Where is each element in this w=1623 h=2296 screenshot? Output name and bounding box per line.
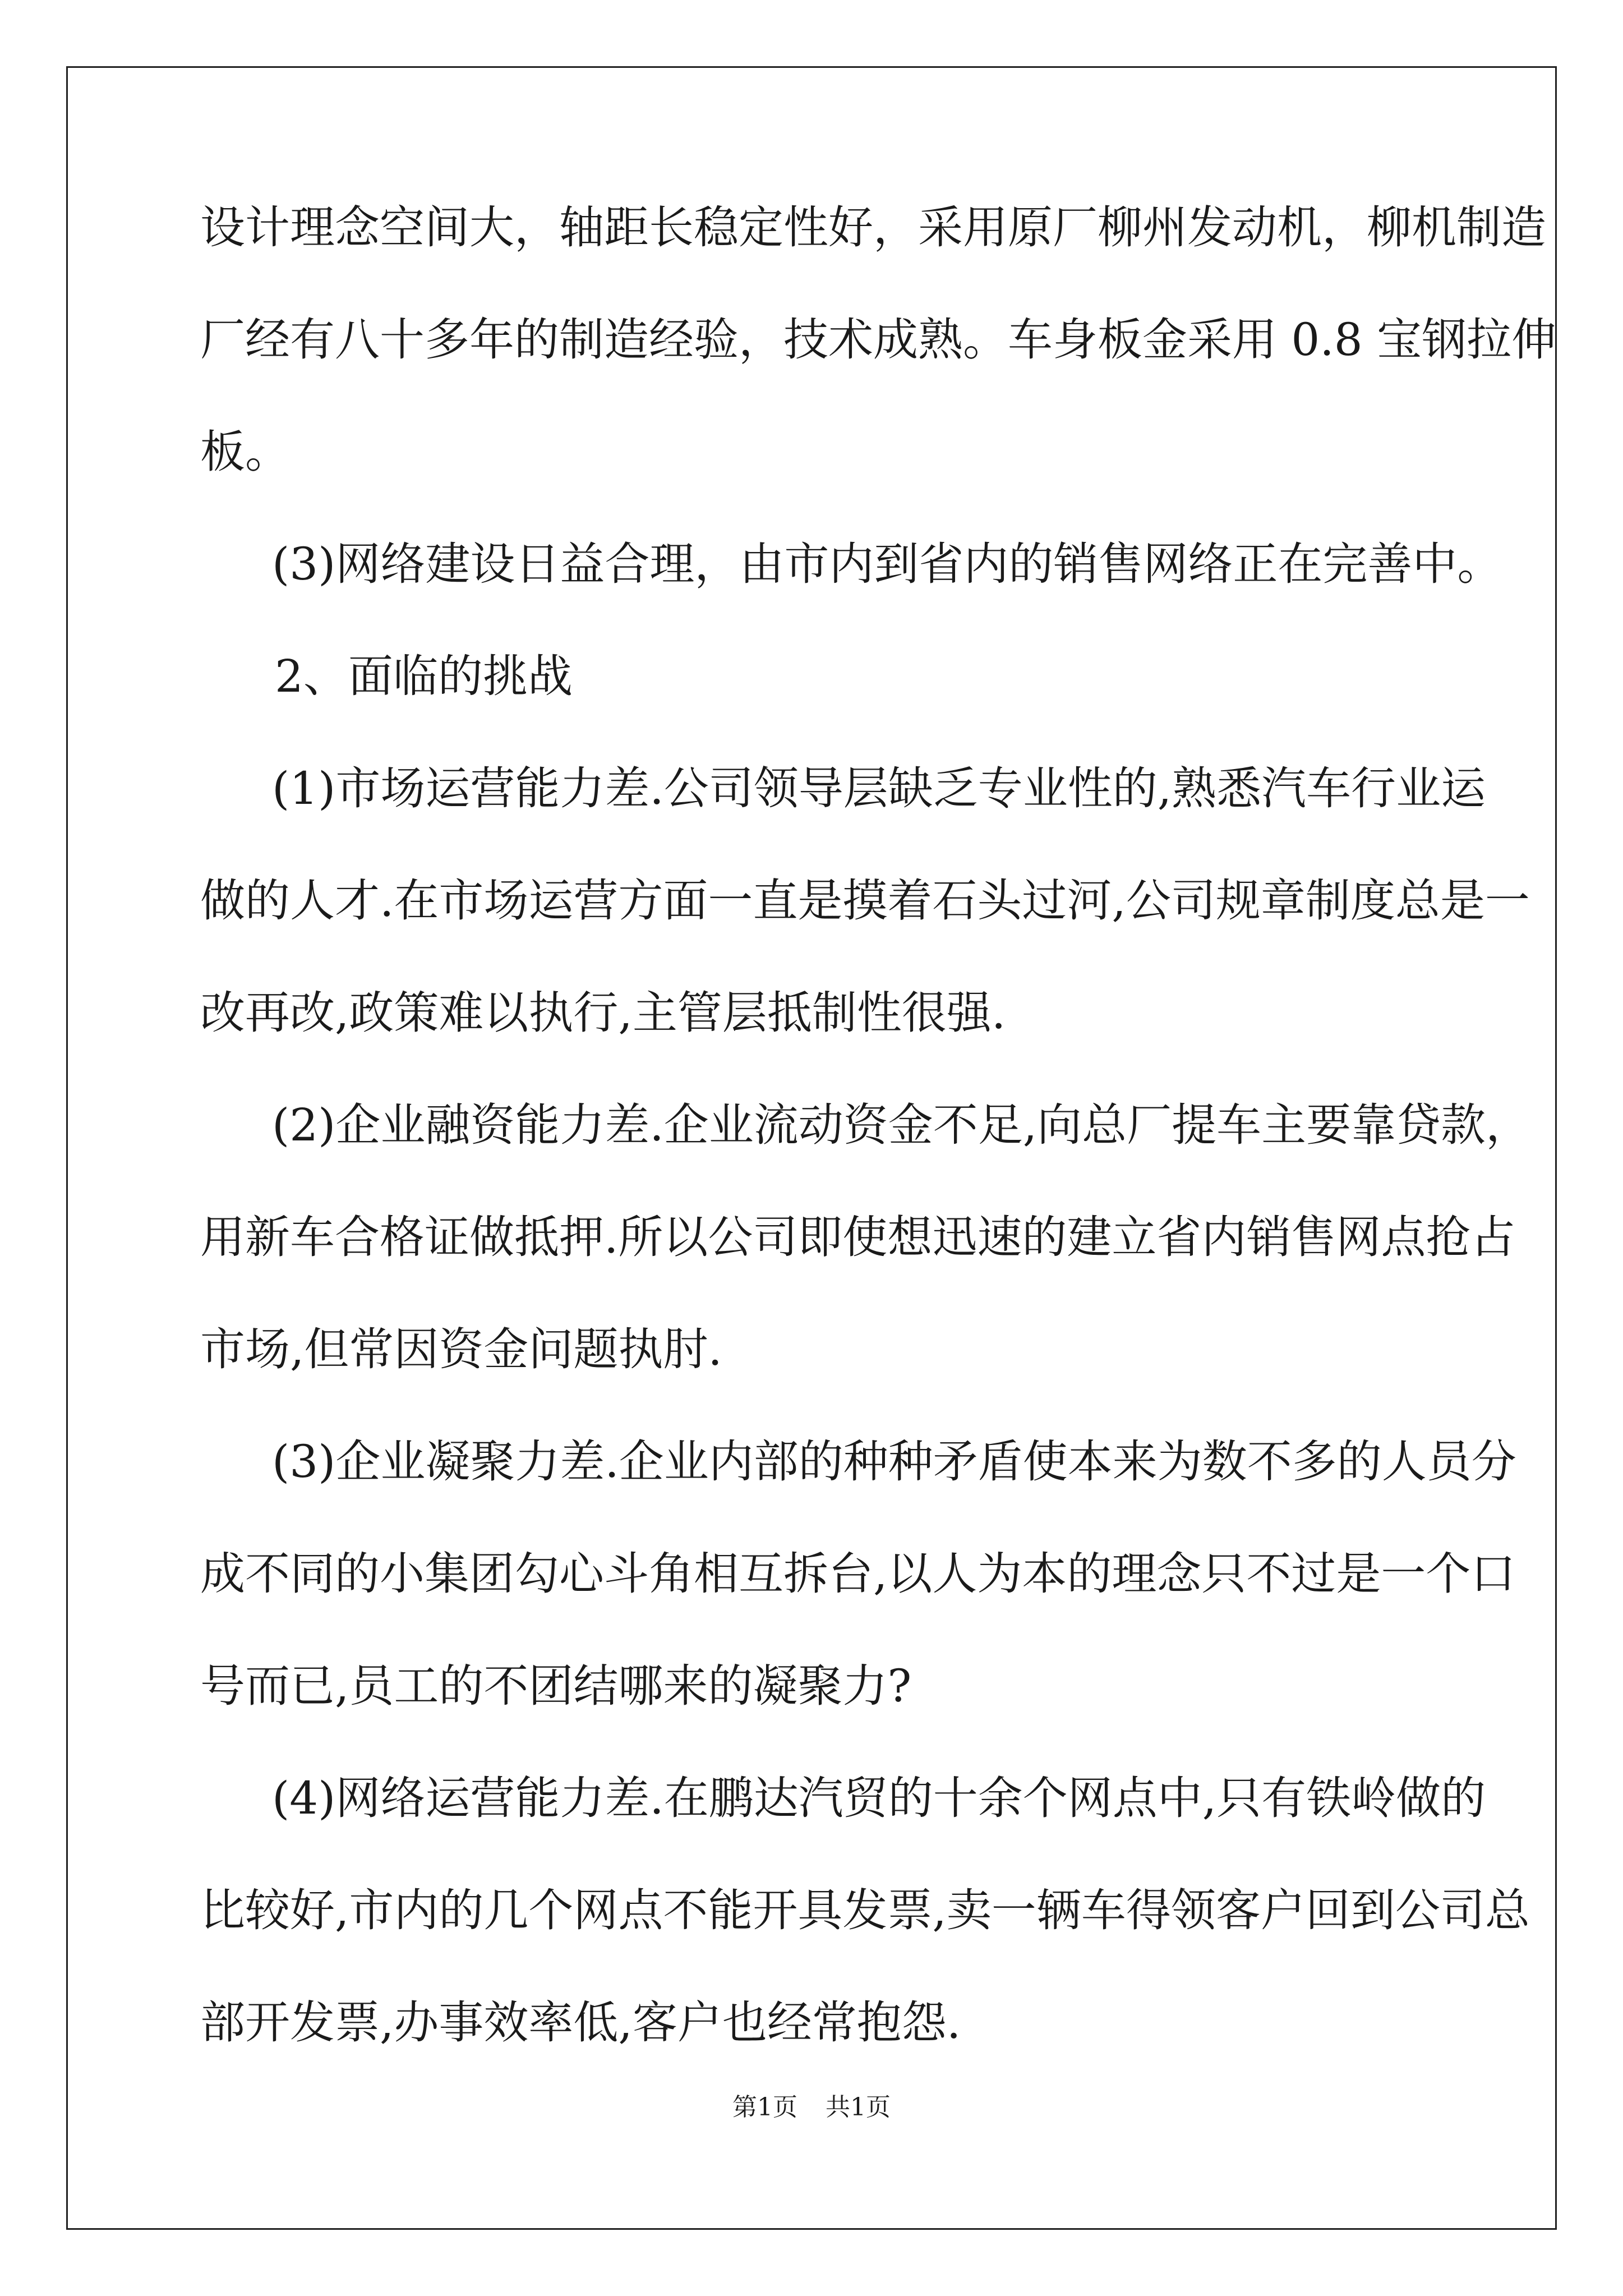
text-line: 设计理念空间大，轴距长稳定性好，采用原厂柳州发动机，柳机制造 [200, 201, 1546, 254]
text-line: (4)网络运营能力差.在鹏达汽贸的十余个网点中,只有铁岭做的 [272, 1772, 1486, 1824]
page-number: 第1页 [732, 2093, 797, 2122]
text-line: (2)企业融资能力差.企业流动资金不足,向总厂提车主要靠贷款， [272, 1099, 1531, 1151]
text-line: 改再改,政策难以执行,主管层抵制性很强. [200, 987, 1006, 1039]
page-footer [0, 2095, 1623, 2120]
text-line: 成不同的小集团勾心斗角相互拆台,以人为本的理念只不过是一个口 [200, 1548, 1516, 1600]
text-line: 板。 [200, 426, 290, 478]
section-heading: 2、面临的挑战 [275, 650, 573, 702]
text-line: 用新车合格证做抵押.所以公司即使想迅速的建立省内销售网点抢占 [200, 1211, 1516, 1263]
text-line: (3)网络建设日益合理，由市内到省内的销售网络正在完善中。 [272, 538, 1502, 590]
text-line: 部开发票,办事效率低,客户也经常抱怨. [200, 1996, 961, 2049]
text-line: (1)市场运营能力差.公司领导层缺乏专业性的,熟悉汽车行业运 [272, 762, 1486, 815]
text-line: 做的人才.在市场运营方面一直是摸着石头过河,公司规章制度总是一 [200, 875, 1530, 927]
text-line: (3)企业凝聚力差.企业内部的种种矛盾使本来为数不多的人员分 [272, 1435, 1516, 1488]
text-line: 比较好,市内的几个网点不能开具发票,卖一辆车得领客户回到公司总 [200, 1884, 1530, 1936]
text-line: 厂经有八十多年的制造经验，技术成熟。车身板金采用 0.8 宝钢拉伸 [200, 314, 1557, 366]
text-line: 号而已,员工的不团结哪来的凝聚力? [200, 1660, 912, 1712]
page-total: 共1页 [826, 2093, 891, 2122]
text-line: 市场,但常因资金问题执肘. [200, 1323, 722, 1375]
document-body [200, 201, 1557, 2113]
